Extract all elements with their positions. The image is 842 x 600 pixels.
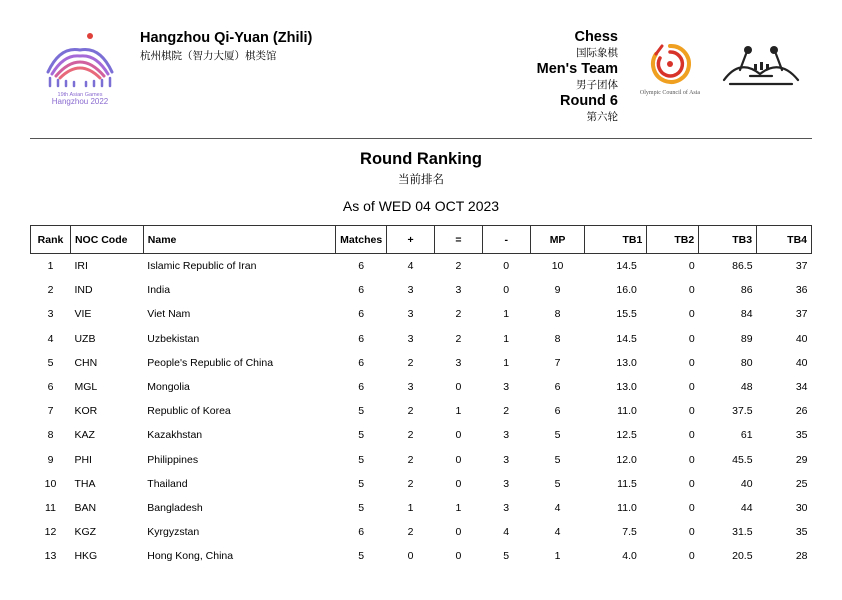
cell-wins: 2 <box>407 356 414 369</box>
cell-tb2: 0 <box>688 381 695 394</box>
col-header-tb2: TB2 <box>647 226 699 254</box>
cell-match-points: 4 <box>554 526 561 539</box>
cell-team-name: Hong Kong, China <box>147 550 234 563</box>
cell-tb3: 31.5 <box>732 526 753 539</box>
cell-tb4: 36 <box>795 284 808 297</box>
event-name-en: Men's Team <box>536 61 618 77</box>
cell-matches: 6 <box>358 284 365 297</box>
cell-tb1: 11.0 <box>617 405 637 418</box>
venue-name-en: Hangzhou Qi-Yuan (Zhili) <box>140 30 313 46</box>
cell-rank: 10 <box>44 477 57 490</box>
cell-rank: 2 <box>47 284 54 297</box>
cell-tb4: 37 <box>795 260 808 273</box>
cell-team-name: Republic of Korea <box>147 405 231 418</box>
cell-noc-code: IRI <box>74 260 88 273</box>
cell-draws: 2 <box>455 260 462 273</box>
cell-tb4: 35 <box>795 526 808 539</box>
cell-draws: 0 <box>455 526 462 539</box>
cell-tb2: 0 <box>688 284 695 297</box>
col-header-matches: Matches <box>336 226 387 254</box>
table-row <box>31 278 812 302</box>
cell-tb2: 0 <box>688 453 695 466</box>
cell-tb2: 0 <box>688 308 695 321</box>
cell-tb3: 80 <box>740 356 753 369</box>
cell-match-points: 5 <box>554 429 561 442</box>
logo-caption-2: Hangzhou 2022 <box>51 97 109 106</box>
cell-tb3: 89 <box>740 332 753 345</box>
cell-tb2: 0 <box>688 429 695 442</box>
cell-wins: 1 <box>407 501 414 514</box>
round-zh: 第六轮 <box>586 111 618 123</box>
cell-rank: 9 <box>47 453 54 466</box>
cell-wins: 0 <box>407 550 414 563</box>
ranking-table-body <box>31 254 812 569</box>
cell-tb2: 0 <box>688 356 695 369</box>
cell-draws: 0 <box>455 550 462 563</box>
cell-tb4: 30 <box>795 501 808 514</box>
cell-matches: 6 <box>358 526 365 539</box>
cell-team-name: Philippines <box>147 453 199 466</box>
cell-tb1: 13.0 <box>616 381 637 394</box>
cell-tb1: 11.5 <box>617 477 637 490</box>
cell-team-name: People's Republic of China <box>147 356 274 369</box>
cell-tb3: 84 <box>740 308 753 321</box>
cell-tb3: 37.5 <box>732 405 753 418</box>
cell-tb3: 86 <box>740 284 753 297</box>
cell-draws: 2 <box>455 308 462 321</box>
cell-wins: 2 <box>407 405 414 418</box>
col-header-noc: NOC Code <box>70 226 143 254</box>
logo-caption-1: 19th Asian Games <box>57 92 103 98</box>
cell-losses: 4 <box>503 526 510 539</box>
cell-team-name: Mongolia <box>147 381 190 394</box>
cell-noc-code: KGZ <box>74 526 97 539</box>
cell-losses: 1 <box>503 308 510 321</box>
cell-match-points: 8 <box>554 308 561 321</box>
cell-matches: 6 <box>358 356 365 369</box>
cell-team-name: Uzbekistan <box>147 332 200 345</box>
cell-noc-code: BAN <box>74 501 97 514</box>
cell-wins: 3 <box>407 284 414 297</box>
col-header-wins: + <box>387 226 435 254</box>
table-row <box>31 327 812 351</box>
cell-wins: 2 <box>407 477 414 490</box>
col-header-mp: MP <box>530 226 585 254</box>
cell-tb3: 61 <box>740 429 753 442</box>
hangzhou-2022-logo <box>38 24 122 114</box>
cell-noc-code: VIE <box>74 308 92 321</box>
cell-tb2: 0 <box>688 405 695 418</box>
cell-team-name: Thailand <box>147 477 188 490</box>
cell-team-name: India <box>147 284 171 297</box>
cell-losses: 1 <box>503 356 510 369</box>
sport-name-en: Chess <box>574 29 618 45</box>
venue-name-zh: 杭州棋院（智力大厦）棋类馆 <box>140 50 277 62</box>
table-row <box>31 496 812 520</box>
cell-rank: 11 <box>45 501 56 514</box>
cell-tb4: 29 <box>795 453 808 466</box>
cell-rank: 6 <box>47 381 54 394</box>
cell-tb2: 0 <box>688 526 695 539</box>
cell-tb1: 15.5 <box>616 308 637 321</box>
cell-matches: 5 <box>358 405 365 418</box>
table-row <box>31 399 812 423</box>
cell-wins: 3 <box>407 332 414 345</box>
cell-tb4: 28 <box>795 550 808 563</box>
cell-tb1: 7.5 <box>622 526 637 539</box>
table-row <box>31 351 812 375</box>
cell-team-name: Kyrgyzstan <box>147 526 200 539</box>
cell-tb3: 20.5 <box>732 550 753 563</box>
cell-team-name: Kazakhstan <box>147 429 203 442</box>
cell-tb1: 14.5 <box>616 332 637 345</box>
cell-losses: 0 <box>503 260 510 273</box>
cell-losses: 2 <box>503 405 510 418</box>
table-row <box>31 520 812 544</box>
col-header-draws: = <box>434 226 482 254</box>
cell-losses: 1 <box>503 332 510 345</box>
report-title-en: Round Ranking <box>360 150 482 168</box>
table-row <box>31 375 812 399</box>
oca-logo <box>626 40 714 98</box>
report-title-zh: 当前排名 <box>398 174 444 186</box>
cell-tb4: 26 <box>795 405 808 418</box>
cell-tb1: 16.0 <box>616 284 637 297</box>
table-row <box>31 254 812 279</box>
cell-tb2: 0 <box>688 477 695 490</box>
col-header-rank: Rank <box>31 226 71 254</box>
cell-wins: 2 <box>407 429 414 442</box>
cell-match-points: 5 <box>554 453 561 466</box>
cell-losses: 0 <box>503 284 510 297</box>
cell-matches: 5 <box>358 550 365 563</box>
header-divider <box>30 138 812 139</box>
cell-tb1: 4.0 <box>622 550 637 563</box>
cell-match-points: 9 <box>554 284 561 297</box>
cell-draws: 0 <box>455 477 462 490</box>
cell-wins: 2 <box>407 526 414 539</box>
cell-match-points: 7 <box>554 356 561 369</box>
event-name-zh: 男子团体 <box>576 79 618 91</box>
cell-tb4: 40 <box>795 332 808 345</box>
round-en: Round 6 <box>560 93 618 109</box>
cell-tb1: 12.0 <box>616 453 637 466</box>
cell-losses: 3 <box>503 501 510 514</box>
ranking-table <box>30 225 812 568</box>
cell-match-points: 1 <box>554 550 561 563</box>
cell-noc-code: IND <box>74 284 93 297</box>
cell-tb3: 48 <box>740 381 753 394</box>
cell-tb4: 25 <box>795 477 808 490</box>
cell-draws: 3 <box>455 356 462 369</box>
cell-team-name: Islamic Republic of Iran <box>147 260 257 273</box>
cell-tb3: 86.5 <box>732 260 753 273</box>
oca-caption: Olympic Council of Asia <box>639 90 701 96</box>
cell-noc-code: PHI <box>74 453 92 466</box>
cell-tb2: 0 <box>688 550 695 563</box>
cell-matches: 6 <box>358 260 365 273</box>
cell-losses: 3 <box>503 453 510 466</box>
cell-rank: 8 <box>47 429 54 442</box>
cell-draws: 0 <box>455 429 462 442</box>
cell-match-points: 5 <box>554 477 561 490</box>
cell-noc-code: MGL <box>74 381 98 394</box>
cell-draws: 0 <box>455 381 462 394</box>
cell-noc-code: KAZ <box>74 429 95 442</box>
cell-rank: 13 <box>44 550 57 563</box>
cell-noc-code: CHN <box>74 356 98 369</box>
cell-draws: 1 <box>455 501 462 514</box>
table-row <box>31 448 812 472</box>
cell-tb1: 13.0 <box>616 356 637 369</box>
cell-wins: 4 <box>407 260 414 273</box>
cell-tb2: 0 <box>688 260 695 273</box>
cell-noc-code: THA <box>74 477 96 490</box>
cell-rank: 1 <box>47 260 54 273</box>
cell-tb3: 45.5 <box>732 453 753 466</box>
cell-noc-code: KOR <box>74 405 98 418</box>
cell-match-points: 4 <box>554 501 561 514</box>
cell-match-points: 6 <box>554 381 561 394</box>
cell-tb1: 12.5 <box>616 429 637 442</box>
cell-wins: 3 <box>407 381 414 394</box>
chess-pictogram-icon <box>720 40 802 92</box>
cell-losses: 5 <box>503 550 510 563</box>
cell-tb1: 14.5 <box>616 260 637 273</box>
cell-losses: 3 <box>503 429 510 442</box>
cell-rank: 12 <box>44 526 57 539</box>
cell-losses: 3 <box>503 381 510 394</box>
cell-draws: 2 <box>455 332 462 345</box>
table-row <box>31 472 812 496</box>
col-header-tb4: TB4 <box>757 226 812 254</box>
cell-matches: 5 <box>358 453 365 466</box>
cell-tb3: 40 <box>740 477 753 490</box>
table-row <box>31 302 812 326</box>
cell-draws: 1 <box>455 405 462 418</box>
cell-tb3: 44 <box>740 501 753 514</box>
col-header-tb3: TB3 <box>699 226 757 254</box>
cell-tb4: 37 <box>795 308 808 321</box>
cell-tb4: 40 <box>795 356 808 369</box>
cell-matches: 5 <box>358 429 365 442</box>
cell-rank: 7 <box>47 405 54 418</box>
cell-matches: 6 <box>358 332 365 345</box>
table-row <box>31 544 812 568</box>
cell-matches: 6 <box>358 381 365 394</box>
cell-tb4: 34 <box>795 381 808 394</box>
cell-matches: 6 <box>358 308 365 321</box>
cell-match-points: 10 <box>551 260 564 273</box>
cell-match-points: 8 <box>554 332 561 345</box>
sport-name-zh: 国际象棋 <box>576 47 618 59</box>
cell-tb2: 0 <box>688 501 695 514</box>
cell-noc-code: HKG <box>74 550 98 563</box>
cell-tb1: 11.0 <box>617 501 637 514</box>
col-header-tb1: TB1 <box>585 226 647 254</box>
cell-tb2: 0 <box>688 332 695 345</box>
event-block <box>537 29 618 125</box>
as-of-date: As of WED 04 OCT 2023 <box>342 198 500 214</box>
cell-losses: 3 <box>503 477 510 490</box>
cell-team-name: Bangladesh <box>147 501 203 514</box>
cell-matches: 5 <box>358 477 365 490</box>
cell-matches: 5 <box>358 501 365 514</box>
col-header-name: Name <box>143 226 335 254</box>
cell-wins: 2 <box>407 453 414 466</box>
cell-draws: 0 <box>455 453 462 466</box>
col-header-losses: - <box>482 226 530 254</box>
cell-rank: 5 <box>47 356 54 369</box>
cell-match-points: 6 <box>554 405 561 418</box>
cell-noc-code: UZB <box>74 332 96 345</box>
cell-wins: 3 <box>407 308 414 321</box>
cell-rank: 4 <box>47 332 54 345</box>
table-header-row <box>31 226 812 254</box>
cell-rank: 3 <box>47 308 54 321</box>
cell-tb4: 35 <box>795 429 808 442</box>
cell-team-name: Viet Nam <box>147 308 191 321</box>
table-row <box>31 423 812 447</box>
cell-draws: 3 <box>455 284 462 297</box>
venue-block <box>140 30 312 63</box>
